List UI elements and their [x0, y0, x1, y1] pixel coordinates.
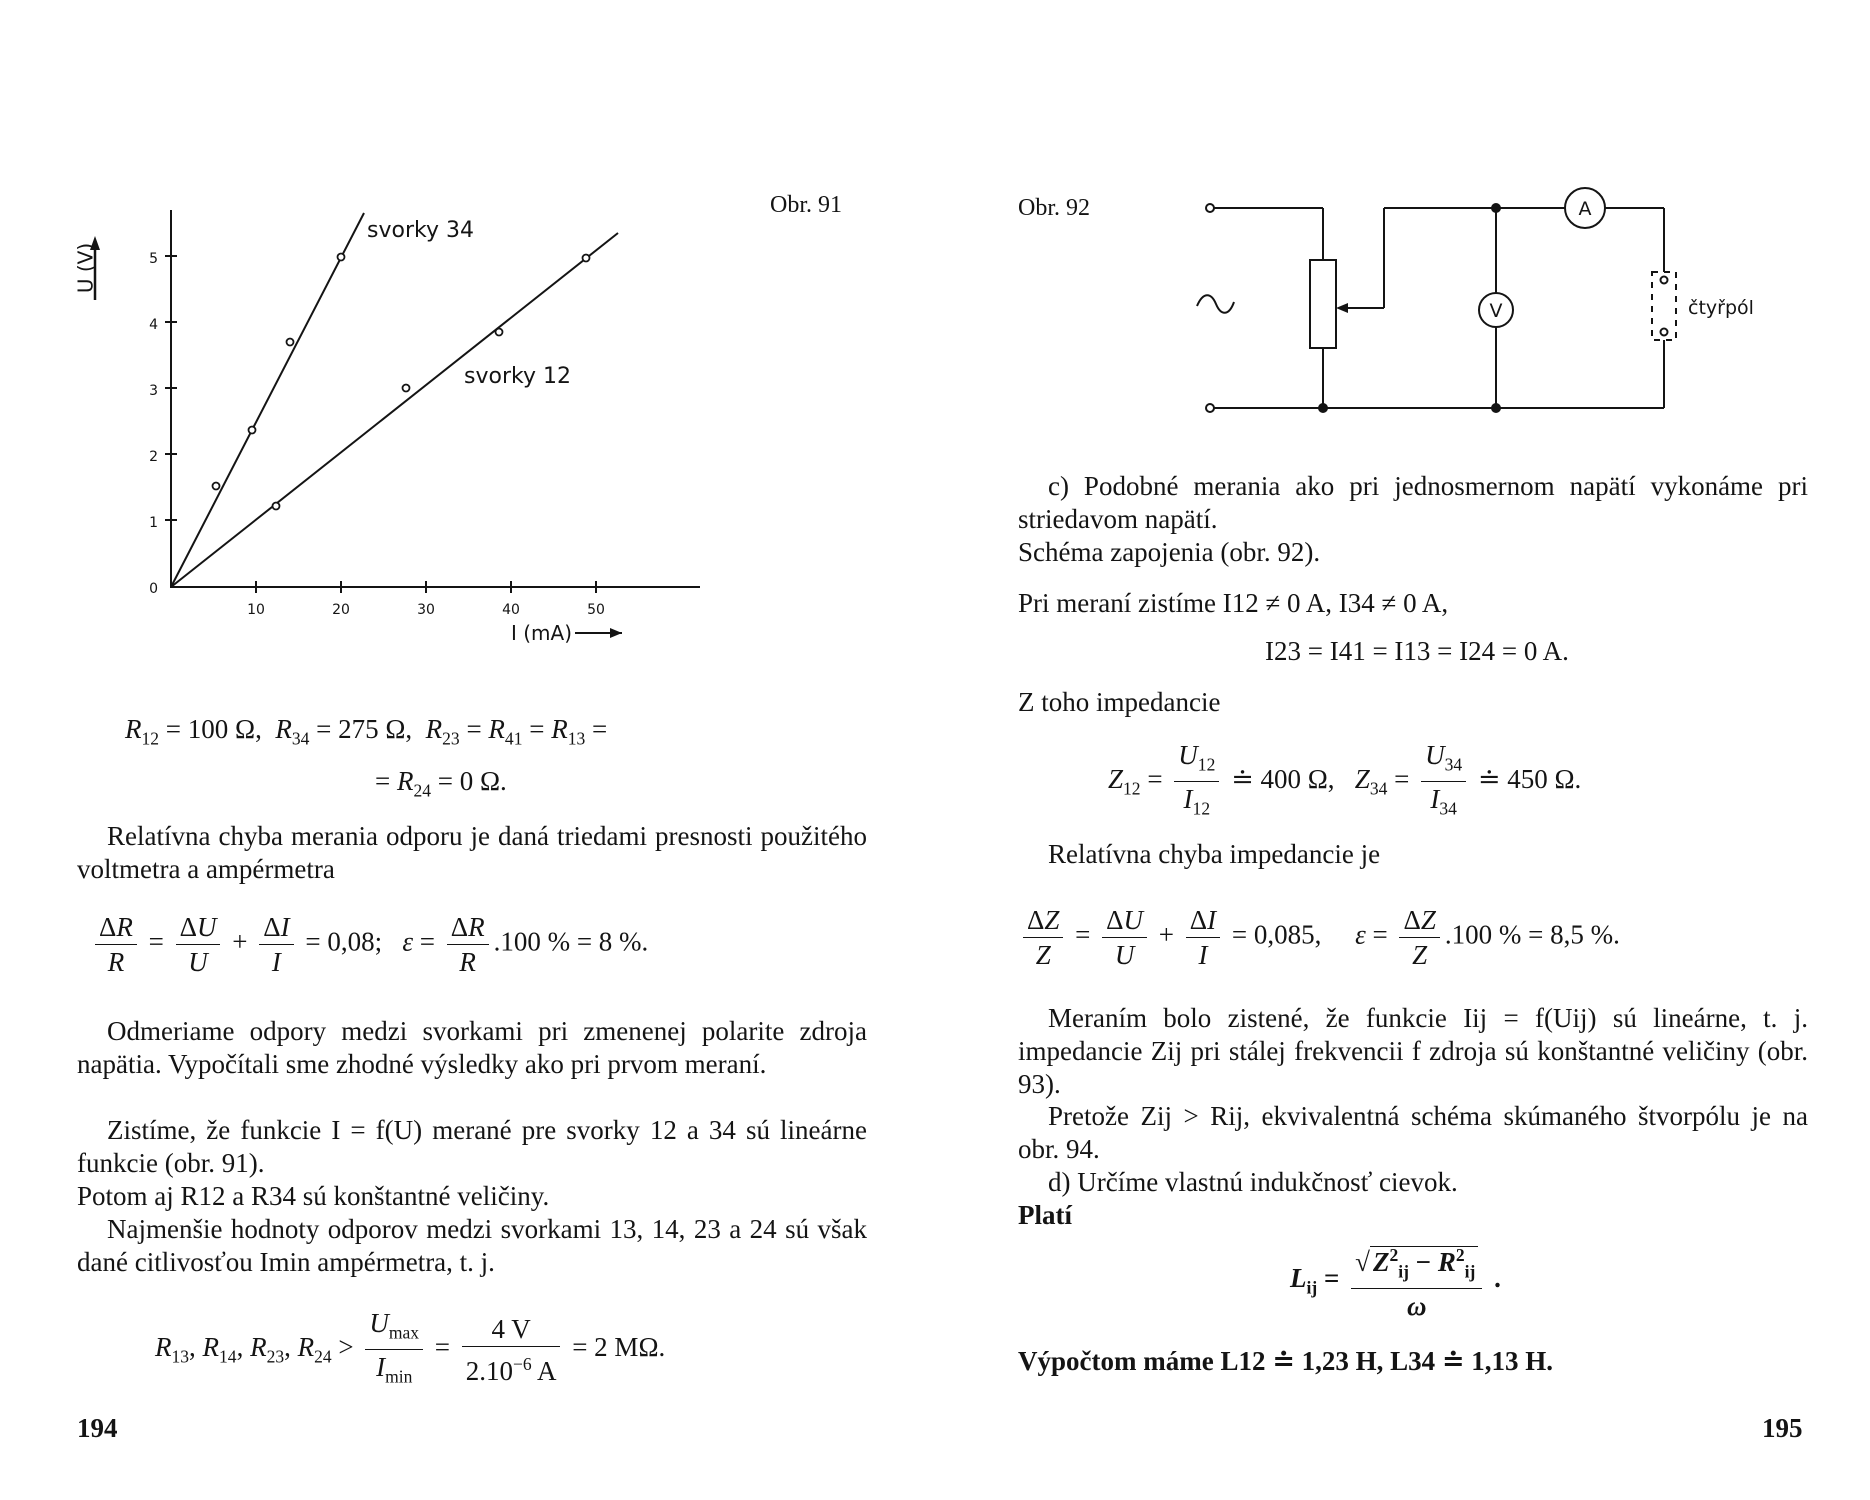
x-tick-10: 10 [247, 602, 265, 618]
circuit-obr-92 [1180, 180, 1820, 430]
para-result: Výpočtom máme L12 ≐ 1,23 H, L34 ≐ 1,13 H. [1018, 1346, 1553, 1376]
potentiometer-wiper-arrow [1336, 303, 1348, 313]
para-constant: Potom aj R12 a R34 sú konštantné veličiny. [77, 1181, 550, 1211]
x-axis-label: I (mA) [510, 621, 572, 645]
para-plati: Platí [1018, 1200, 1072, 1230]
para-schema: Schéma zapojenia (obr. 92). [1018, 537, 1321, 567]
point-34-2 [249, 427, 256, 434]
para-d: d) Určíme vlastnú indukčnosť cievok. [1048, 1167, 1458, 1197]
y-tick-1: 1 [149, 515, 158, 531]
terminal-bottom [1206, 404, 1214, 412]
y-tick-5: 5 [149, 251, 158, 267]
potentiometer [1310, 260, 1336, 348]
point-34-4 [338, 254, 345, 261]
page-number-right: 195 [1762, 1413, 1803, 1443]
series-label-34: svorky 34 [367, 218, 474, 243]
x-tick-50: 50 [587, 602, 605, 618]
x-tick-20: 20 [332, 602, 350, 618]
ammeter-label: A [1578, 198, 1592, 220]
point-12-4 [583, 255, 590, 262]
point-34-1 [213, 483, 220, 490]
eq-error-z-pct: .100 % = 8,5 %. [1444, 919, 1620, 950]
voltmeter-label: V [1489, 300, 1503, 322]
line-svorky-34 [171, 213, 364, 587]
y-tick-2: 2 [149, 449, 158, 465]
point-12-3 [496, 329, 503, 336]
para-linear-functions: Zistíme, že funkcie I = f(U) merané pre svorky 12 a 34 sú lineárne funkcie (obr. 91). [77, 1115, 867, 1178]
x-tick-40: 40 [502, 602, 520, 618]
figure-caption-92: Obr. 92 [1018, 195, 1090, 221]
x-tick-30: 30 [417, 602, 435, 618]
eq-inductance: $L_{ij}$ = $\frac{√ Z^2_{ij} - R^2_{ij}}{\omega}$ . [1290, 1240, 1501, 1321]
quadripole-label: čtyřpól [1688, 297, 1754, 319]
para-impedance: Z toho impedancie [1018, 687, 1221, 717]
eq-error-z: $\frac{\Delta Z}{Z}$ = $\frac{\Delta U}{U}$ + $\frac{\Delta I}{I}$ = 0,085, ε = $\frac{\Delta Z}{Z}$ .100 % = 8,5 %. [1018, 905, 1620, 970]
eq-z34-value: ≐ 450 Ω. [1477, 764, 1582, 795]
x-axis-arrow [610, 628, 622, 638]
eq-relative-error: $\frac{\Delta R}{R}$ = $\frac{\Delta U}{U}$ + $\frac{\Delta I}{I}$ = 0,08; ε = $\frac{\Delta R}{R}$ .100 % = 8 %. [90, 912, 648, 977]
y-tick-4: 4 [149, 317, 158, 333]
y-axis-label: U (V) [73, 242, 98, 294]
eq-impedance: $Z_{12}$ = $\frac{U_{12}}{I_{12}}$ ≐ 400 Ω, $Z_{34}$ = $\frac{U_{34}}{I_{34}}$ ≐ 450 Ω. [1108, 740, 1582, 819]
eq-z12-value: ≐ 400 Ω, [1231, 764, 1335, 795]
para-measure: Pri meraní zistíme I12 ≠ 0 A, I34 ≠ 0 A, [1018, 588, 1449, 618]
figure-caption-91: Obr. 91 [770, 192, 842, 218]
chart-obr-91 [73, 200, 740, 660]
para-rel-error-z: Relatívna chyba impedancie je [1048, 839, 1381, 869]
point-12-1 [273, 503, 280, 510]
page-number-left: 194 [77, 1413, 118, 1443]
para-reverse-polarity: Odmeriame odpory medzi svorkami pri zmenenej polarite zdroja napätia. Vypočítali sme zhodné výsledky ako pri prvom meraní. [77, 1016, 867, 1079]
para-c: c) Podobné merania ako pri jednosmernom napätí vykonáme pri striedavom napätí. [1018, 471, 1808, 534]
para-since: Pretože Zij > Rij, ekvivalentná schéma skúmaného štvorpólu je na obr. 94. [1018, 1101, 1808, 1164]
eq-resistances-line1: $R_{12} = 100$ Ω, $R_{34} = 275$ Ω, $R_{23} = R_{41} = R_{13}$ = [125, 714, 608, 749]
eq-min-frac-num: 4 V [462, 1314, 561, 1347]
y-tick-0: 0 [149, 581, 158, 597]
eq-min-resistance: $R_{13}$, $R_{14}$, $R_{23}$, $R_{24}$ > $\frac{U_{max}}{I_{min}}$ = $\frac{4 V}{2.10^{-6} A}$ = 2 MΩ. [155, 1308, 666, 1387]
eq-currents: I23 = I41 = I13 = I24 = 0 A. [1265, 636, 1569, 666]
series-label-12: svorky 12 [464, 364, 571, 389]
point-12-2 [403, 385, 410, 392]
line-svorky-12 [171, 233, 618, 587]
para-minimum: Najmenšie hodnoty odporov medzi svorkami 13, 14, 23 a 24 sú však dané citlivosťou Imin ampérmetra, t. j. [77, 1214, 867, 1277]
para-linear-z: Meraním bolo zistené, že funkcie Iij = f(Uij) sú lineárne, t. j. impedancie Zij pri stálej frekvencii f zdroja sú konštantné veličiny (obr. 93). [1018, 1003, 1808, 1099]
eq-inductance-den: ω [1406, 1291, 1427, 1322]
point-34-3 [287, 339, 294, 346]
eq-error-pct: .100 % = 8 %. [493, 926, 649, 957]
para-relative-error: Relatívna chyba merania odporu je daná triedami presnosti použitého voltmetra a ampérmetra [77, 821, 867, 884]
eq-error-z-tail: = 0,085, [1231, 919, 1322, 950]
eq-resistances-line2: = $R_{24} = 0$ Ω. [375, 766, 507, 801]
eq-error-tail: = 0,08; [305, 926, 383, 957]
quadripole-box [1652, 272, 1676, 340]
eq-min-result: = 2 MΩ. [572, 1332, 666, 1363]
ac-source-symbol [1197, 295, 1234, 313]
terminal-top [1206, 204, 1214, 212]
y-tick-3: 3 [149, 383, 158, 399]
